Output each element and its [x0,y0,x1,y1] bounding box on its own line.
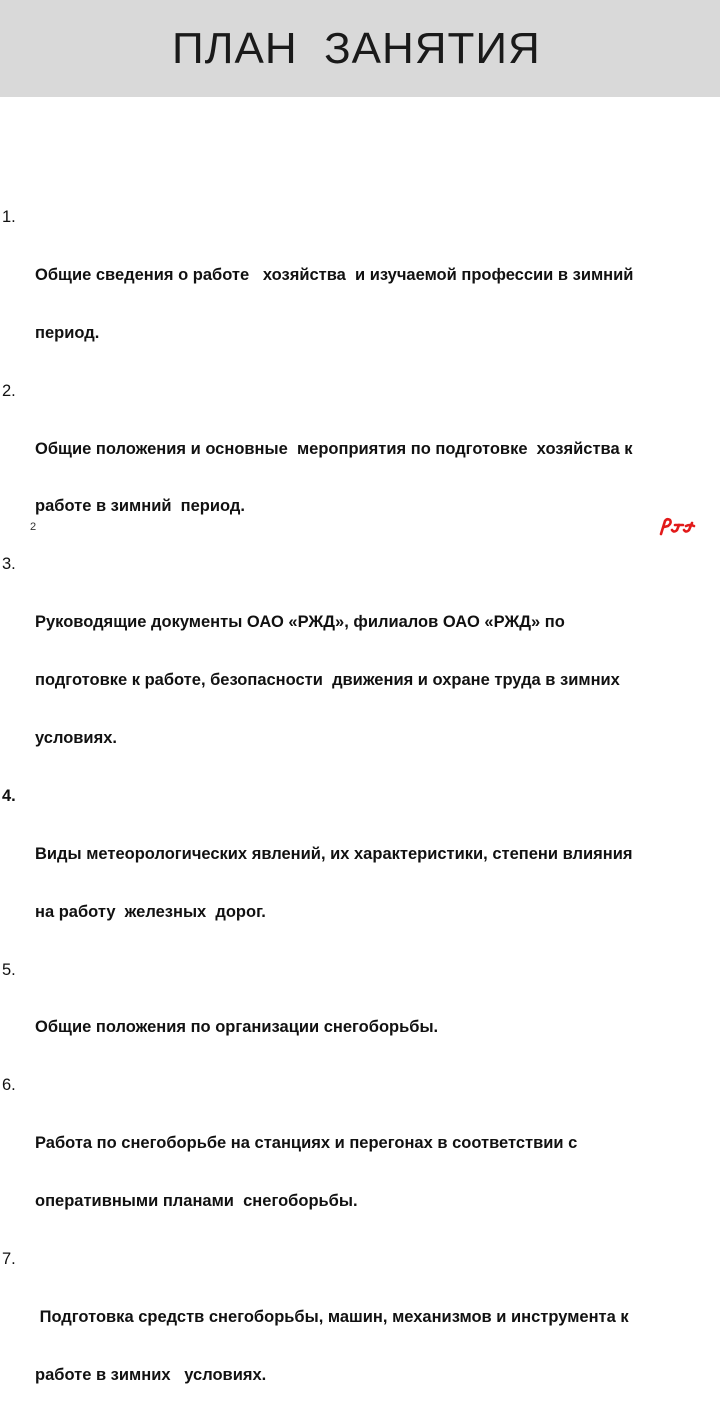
list-item-number: 5. [2,960,16,979]
list-item [2,208,718,382]
list-item [2,1076,718,1250]
list-item-line: работе в зимних условиях. [35,1365,267,1384]
list-item-line: на работу железных дорог. [35,902,266,921]
list-item-number: 7. [2,1250,16,1269]
page-number: 2 [30,521,37,533]
list-item-line: Виды метеорологических явлений, их характеристики, степени влияния [35,844,633,863]
list-item-number: 3. [2,555,16,574]
list-item-number: 6. [2,1076,16,1095]
list-item [2,787,718,961]
list-item-line: Общие положения и основные мероприятия по подготовке хозяйства к [35,439,633,458]
list-item-line: Общие сведения о работе хозяйства и изучаемой профессии в зимний [35,265,634,284]
list-item-line: период. [35,323,100,342]
list-item-line: Общие положения по организации снегоборьбы. [35,1018,439,1037]
list-item [2,382,718,556]
list-item-line: Работа по снегоборьбе на станциях и перегонах в соответствии с [35,1134,578,1153]
list-item-line: условиях. [35,729,117,748]
list-item-line: подготовке к работе, безопасности движения и охране труда в зимних [35,671,620,690]
list-item [2,555,718,787]
title-bar [0,0,720,97]
rzd-logo-icon [655,516,699,536]
list-item-line: Руководящие документы ОАО «РЖД», филиалов ОАО «РЖД» по [35,613,565,632]
list-item-number: 2. [2,381,16,400]
list-item-line: оперативными планами снегоборьбы. [35,1192,358,1211]
list-item-line: работе в зимний период. [35,497,245,516]
lesson-plan-list [2,208,718,1424]
list-item [2,961,718,1077]
page-title: ПЛАН ЗАНЯТИЯ [172,24,541,73]
list-item-number: 4. [2,786,16,805]
list-item-line: Подготовка средств снегоборьбы, машин, механизмов и инструмента к [35,1307,629,1326]
list-item [2,1250,718,1424]
list-item-number: 1. [2,208,16,226]
